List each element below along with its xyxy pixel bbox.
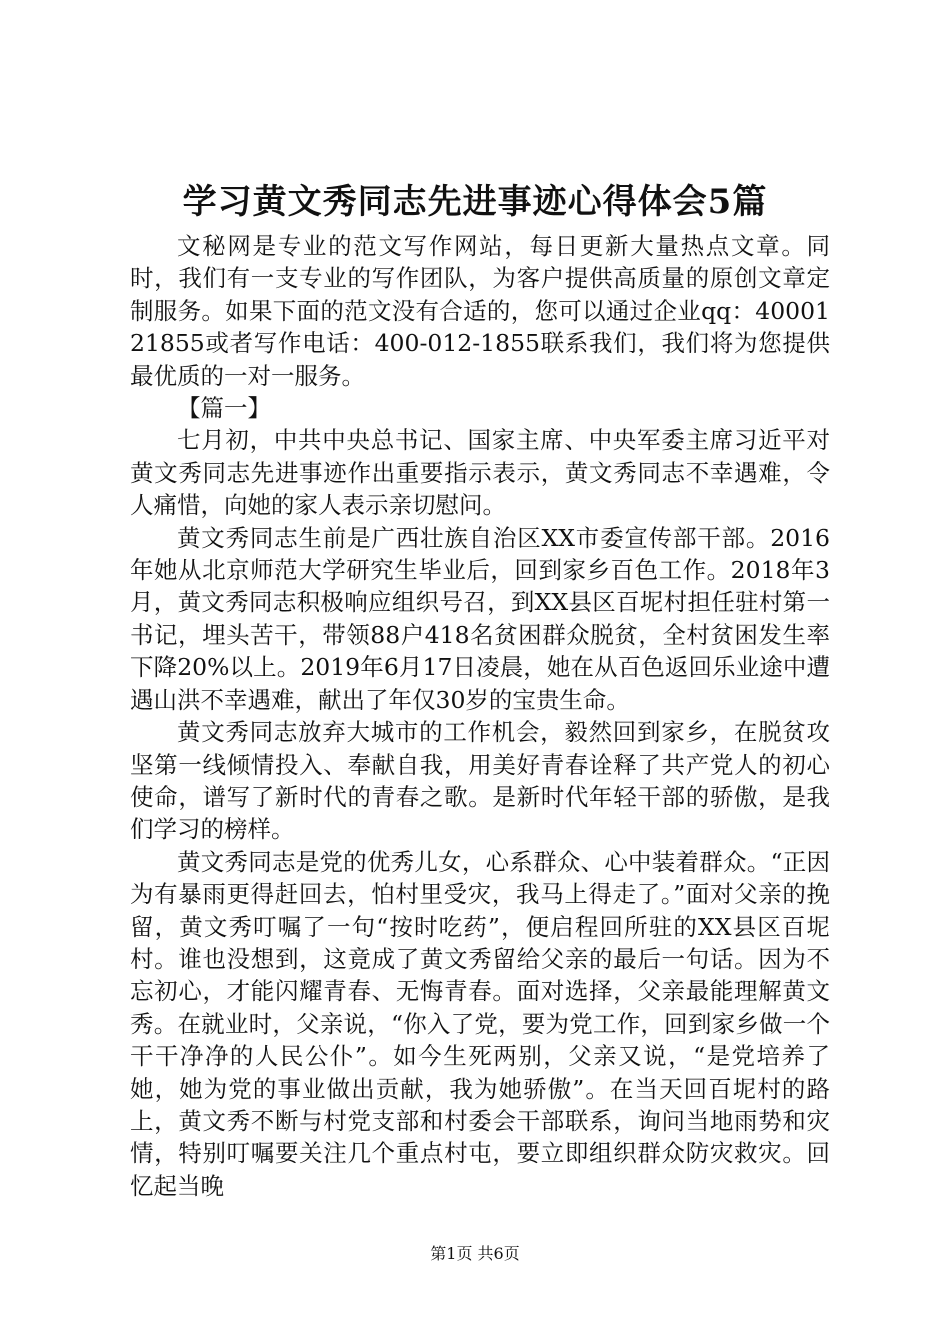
section-heading: 【篇一】 — [177, 394, 271, 423]
body-paragraph: 七月初，中共中央总书记、国家主席、中央军委主席习近平对黄文秀同志先进事迹作出重要指示表示，黄文秀同志不幸遇难，令人痛惜，向她的家人表示亲切慰问。 — [130, 426, 830, 520]
document-body — [130, 230, 830, 1202]
body-paragraph: 黄文秀同志是党的优秀儿女，心系群众、心中装着群众。“正因为有暴雨更得赶回去，怕村里受灾，我马上得走了。”面对父亲的挽留，黄文秀叮嘱了一句“按时吃药”，便启程回所驻的XX县区百坭村。谁也没想到，这竟成了黄文秀留给父亲的最后一句话。因为不忘初心，才能闪耀青春、无悔青春。面对选择，父亲最能理解黄文秀。在就业时，父亲说，“你入了党，要为党工作，回到家乡做一个干干净净的人民公仆”。如今生死两别，父亲又说，“是党培养了她，她为党的事业做出贡献，我为她骄傲”。在当天回百坭村的路上，黄文秀不断与村党支部和村委会干部联系，询问当地雨势和灾情，特别叮嘱要关注几个重点村屯，要立即组织群众防灾救灾。回忆起当晚 — [130, 847, 830, 1200]
body-paragraph: 黄文秀同志放弃大城市的工作机会，毅然回到家乡，在脱贫攻坚第一线倾情投入、奉献自我，用美好青春诠释了共产党人的初心使命，谱写了新时代的青春之歌。是新时代年轻干部的骄傲，是我们学习的榜样。 — [130, 718, 830, 844]
page-footer: 第1页 共6页 — [430, 1244, 520, 1263]
intro-paragraph: 文秘网是专业的范文写作网站，每日更新大量热点文章。同时，我们有一支专业的写作团队，为客户提供高质量的原创文章定制服务。如果下面的范文没有合适的，您可以通过企业qq：4000121855或者写作电话：400-012-1855联系我们，我们将为您提供最优质的一对一服务。 — [130, 232, 830, 390]
document-title: 学习黄文秀同志先进事迹心得体会5篇 — [182, 182, 768, 222]
body-paragraph: 黄文秀同志生前是广西壮族自治区XX市委宣传部干部。2016年她从北京师范大学研究生毕业后，回到家乡百色工作。2018年3月，黄文秀同志积极响应组织号召，到XX县区百坭村担任驻村第一书记，埋头苦干，带领88户418名贫困群众脱贫，全村贫困发生率下降20%以上。2019年6月17日凌晨，她在从百色返回乐业途中遭遇山洪不幸遇难，献出了年仅30岁的宝贵生命。 — [130, 523, 830, 714]
